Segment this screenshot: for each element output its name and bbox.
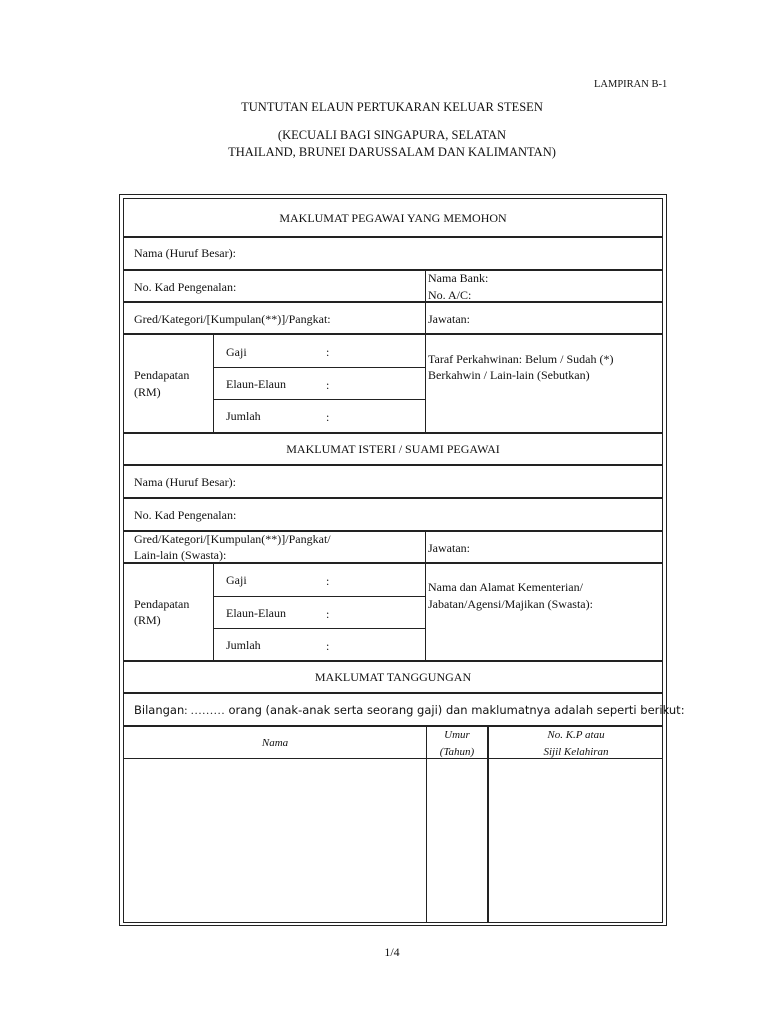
dependents-count-description: orang (anak-anak serta seorang gaji) dan maklumatnya adalah seperti berikut (228, 703, 681, 717)
employer-label-line2: Jabatan/Agensi/Majikan (Swasta): (428, 597, 593, 611)
divider (123, 725, 663, 727)
employee-allowance-label: Elaun-Elaun (226, 377, 286, 391)
colon: : (326, 574, 330, 588)
column-header-id-line2: Sijil Kelahiran (543, 746, 609, 758)
colon: : (326, 410, 330, 424)
divider (123, 497, 663, 499)
section-heading-spouse: MAKLUMAT ISTERI / SUAMI PEGAWAI (286, 442, 500, 456)
spouse-name-label: Nama (Huruf Besar): (134, 475, 236, 489)
dependents-count-label: Bilangan (134, 703, 185, 717)
employee-salary-label: Gaji (226, 345, 247, 359)
divider (123, 301, 663, 303)
dependents-count-colon: : (680, 703, 685, 717)
section-heading-dependents: MAKLUMAT TANGGUNGAN (314, 670, 472, 684)
divider (214, 628, 425, 629)
divider (425, 335, 426, 432)
divider (425, 270, 426, 333)
divider (123, 464, 663, 466)
employee-income-unit: (RM) (134, 385, 161, 399)
divider (123, 269, 663, 271)
employee-position-label: Jawatan: (428, 312, 470, 326)
dependents-count-blank: : ……… (184, 705, 225, 717)
divider (123, 692, 663, 694)
employee-grade-label: Gred/Kategori/[Kumpulan(**)]/Pangkat: (134, 312, 331, 326)
appendix-reference: LAMPIRAN B-1 (594, 79, 668, 90)
spouse-income-unit: (RM) (134, 613, 161, 627)
divider (214, 596, 425, 597)
form-subtitle-line1: (KECUALI BAGI SINGAPURA, SELATAN (277, 128, 507, 142)
spouse-ic-label: No. Kad Pengenalan: (134, 508, 237, 522)
divider (214, 367, 425, 368)
spouse-grade-label-line2: Lain-lain (Swasta): (134, 548, 227, 562)
employee-income-label: Pendapatan (134, 368, 190, 382)
page-number: 1/4 (384, 945, 400, 959)
colon: : (326, 345, 330, 359)
divider (425, 531, 426, 660)
divider (123, 660, 663, 662)
colon: : (326, 378, 330, 392)
employee-total-label: Jumlah (226, 409, 261, 423)
employee-name-label: Nama (Huruf Besar): (134, 246, 236, 260)
marital-status-options: Berkahwin / Lain-lain (Sebutkan) (428, 368, 590, 382)
column-header-age: Umur (444, 729, 470, 741)
divider (213, 335, 214, 432)
form-subtitle-line2: THAILAND, BRUNEI DARUSSALAM DAN KALIMANTAN) (228, 145, 556, 159)
colon: : (326, 639, 330, 653)
spouse-salary-label: Gaji (226, 573, 247, 587)
form-title: TUNTUTAN ELAUN PERTUKARAN KELUAR STESEN (241, 100, 543, 114)
divider (123, 333, 663, 335)
employer-label: Nama dan Alamat Kementerian/ (428, 580, 583, 594)
divider (214, 399, 425, 400)
section-heading-employee: MAKLUMAT PEGAWAI YANG MEMOHON (279, 211, 507, 225)
spouse-total-label: Jumlah (226, 638, 261, 652)
divider (123, 562, 663, 564)
spouse-position-label: Jawatan: (428, 541, 470, 555)
column-header-name: Nama (261, 737, 289, 749)
dependents-count-line (134, 703, 685, 718)
column-header-id: No. K.P atau (547, 729, 605, 741)
spouse-grade-label: Gred/Kategori/[Kumpulan(**)]/Pangkat/ (134, 532, 331, 546)
account-number-label: No. A/C: (428, 288, 472, 302)
spouse-allowance-label: Elaun-Elaun (226, 606, 286, 620)
employee-ic-label: No. Kad Pengenalan: (134, 280, 237, 294)
column-header-age-unit: (Tahun) (439, 746, 475, 758)
colon: : (326, 607, 330, 621)
bank-name-label: Nama Bank: (428, 271, 489, 285)
divider (213, 564, 214, 660)
divider (123, 236, 663, 238)
marital-status-label: Taraf Perkahwinan: Belum / Sudah (*) (428, 352, 614, 366)
divider (123, 432, 663, 434)
spouse-income-label: Pendapatan (134, 597, 190, 611)
